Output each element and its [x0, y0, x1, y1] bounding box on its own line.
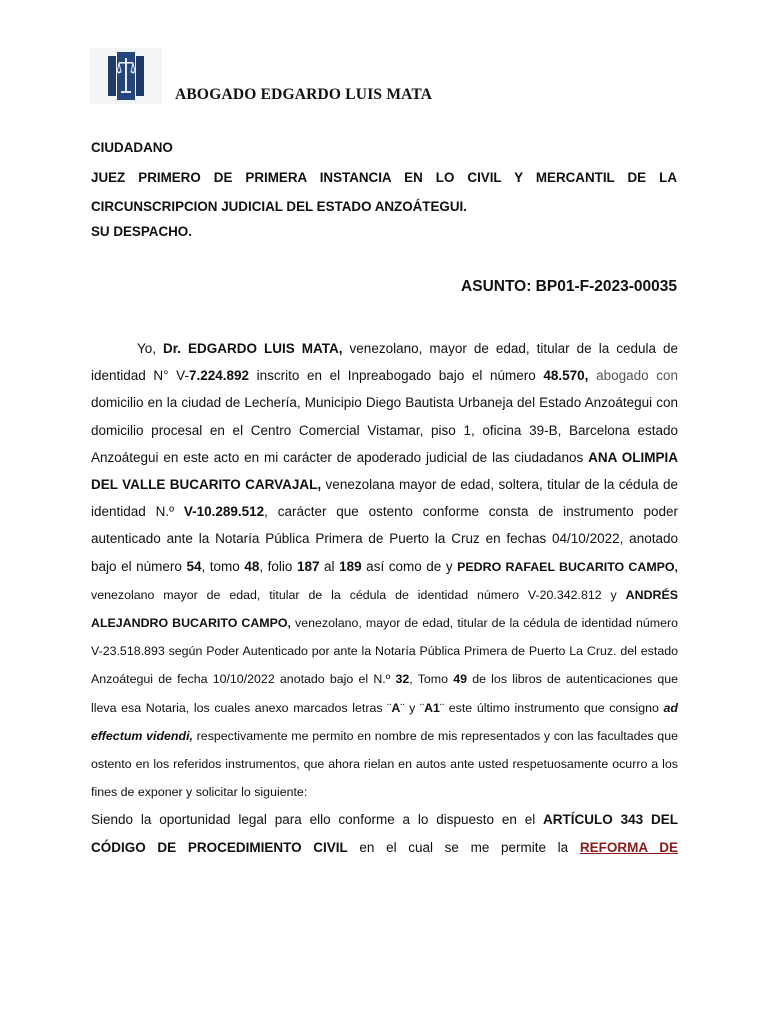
body-paragraph-1: Yo, Dr. EDGARDO LUIS MATA, venezolano, mayor de edad, titular de la cedula de identidad N° V-7.224.892 inscrito en el Inpreabogado bajo el número 48.570, abogado con domicilio en la ciudad de Lechería, Municipio Diego Bautista Urbaneja del Estado Anzoátegui con domicilio procesal en el Centro Comercial Vistamar, piso 1, oficina 39-B, Barcelona estado Anzoátegui en este acto en mi carácter de apoderado judicial de las ciudadanos ANA OLIMPIA DEL VALLE BUCARITO CARVAJAL, venezolana mayor de edad, soltera, titular de la cédula de identidad N.º V-10.289.512, carácter que ostento conforme consta de instrumento poder autenticado ante la Notaría Pública Primera de Puerto la Cruz en fechas 04/10/2022, anotado bajo el número 54, tomo 48, folio 187 al 189 así como de y PEDRO RAFAEL BUCARITO CAMPO, venezolano mayor de edad, titular de la cédula de identidad número V-20.342.812 y ANDRÉS ALEJANDRO BUCARITO CAMPO, venezolano, mayor de edad, titular de la cédula de identidad número V-23.518.893 según Poder Autenticado por ante la Notaría Pública Primera de Puerto La Cruz. del estado Anzoátegui de fecha 10/10/2022 anotado bajo el N.º 32, Tomo 49 de los libros de autenticaciones que lleva esa Notaria, los cuales anexo marcados letras ¨A¨ y ¨A1¨ este último instrumento que consigno ad effectum videndi, respectivamente me permito en nombre de mis representados y con las facultades que ostento en los referidos instrumentos, que ahora rielan en autos ante usted respetuosamente ocurro a los fines de exponer y solicitar lo siguiente: [91, 341, 679, 800]
firm-name: ABOGADO EDGARDO LUIS MATA [175, 86, 433, 103]
addressee-judge: JUEZ PRIMERO DE PRIMERA INSTANCIA EN LO CIVIL Y MERCANTIL DE LA CIRCUNSCRIPCION JUDICIAL DEL ESTADO ANZOÁTEGUI. [91, 170, 677, 214]
addressee-title: CIUDADANO [91, 140, 173, 155]
case-subject: ASUNTO: BP01-F-2023-00035 [461, 278, 677, 295]
document-body [91, 335, 678, 861]
law-firm-logo [90, 48, 162, 104]
addressee-closing: SU DESPACHO. [91, 224, 192, 239]
scales-of-justice-icon [90, 48, 162, 104]
body-paragraph-2: Siendo la oportunidad legal para ello conforme a lo dispuesto en el ARTÍCULO 343 DEL CÓDIGO DE PROCEDIMIENTO CIVIL en el cual se me permite la REFORMA DE [91, 812, 678, 855]
